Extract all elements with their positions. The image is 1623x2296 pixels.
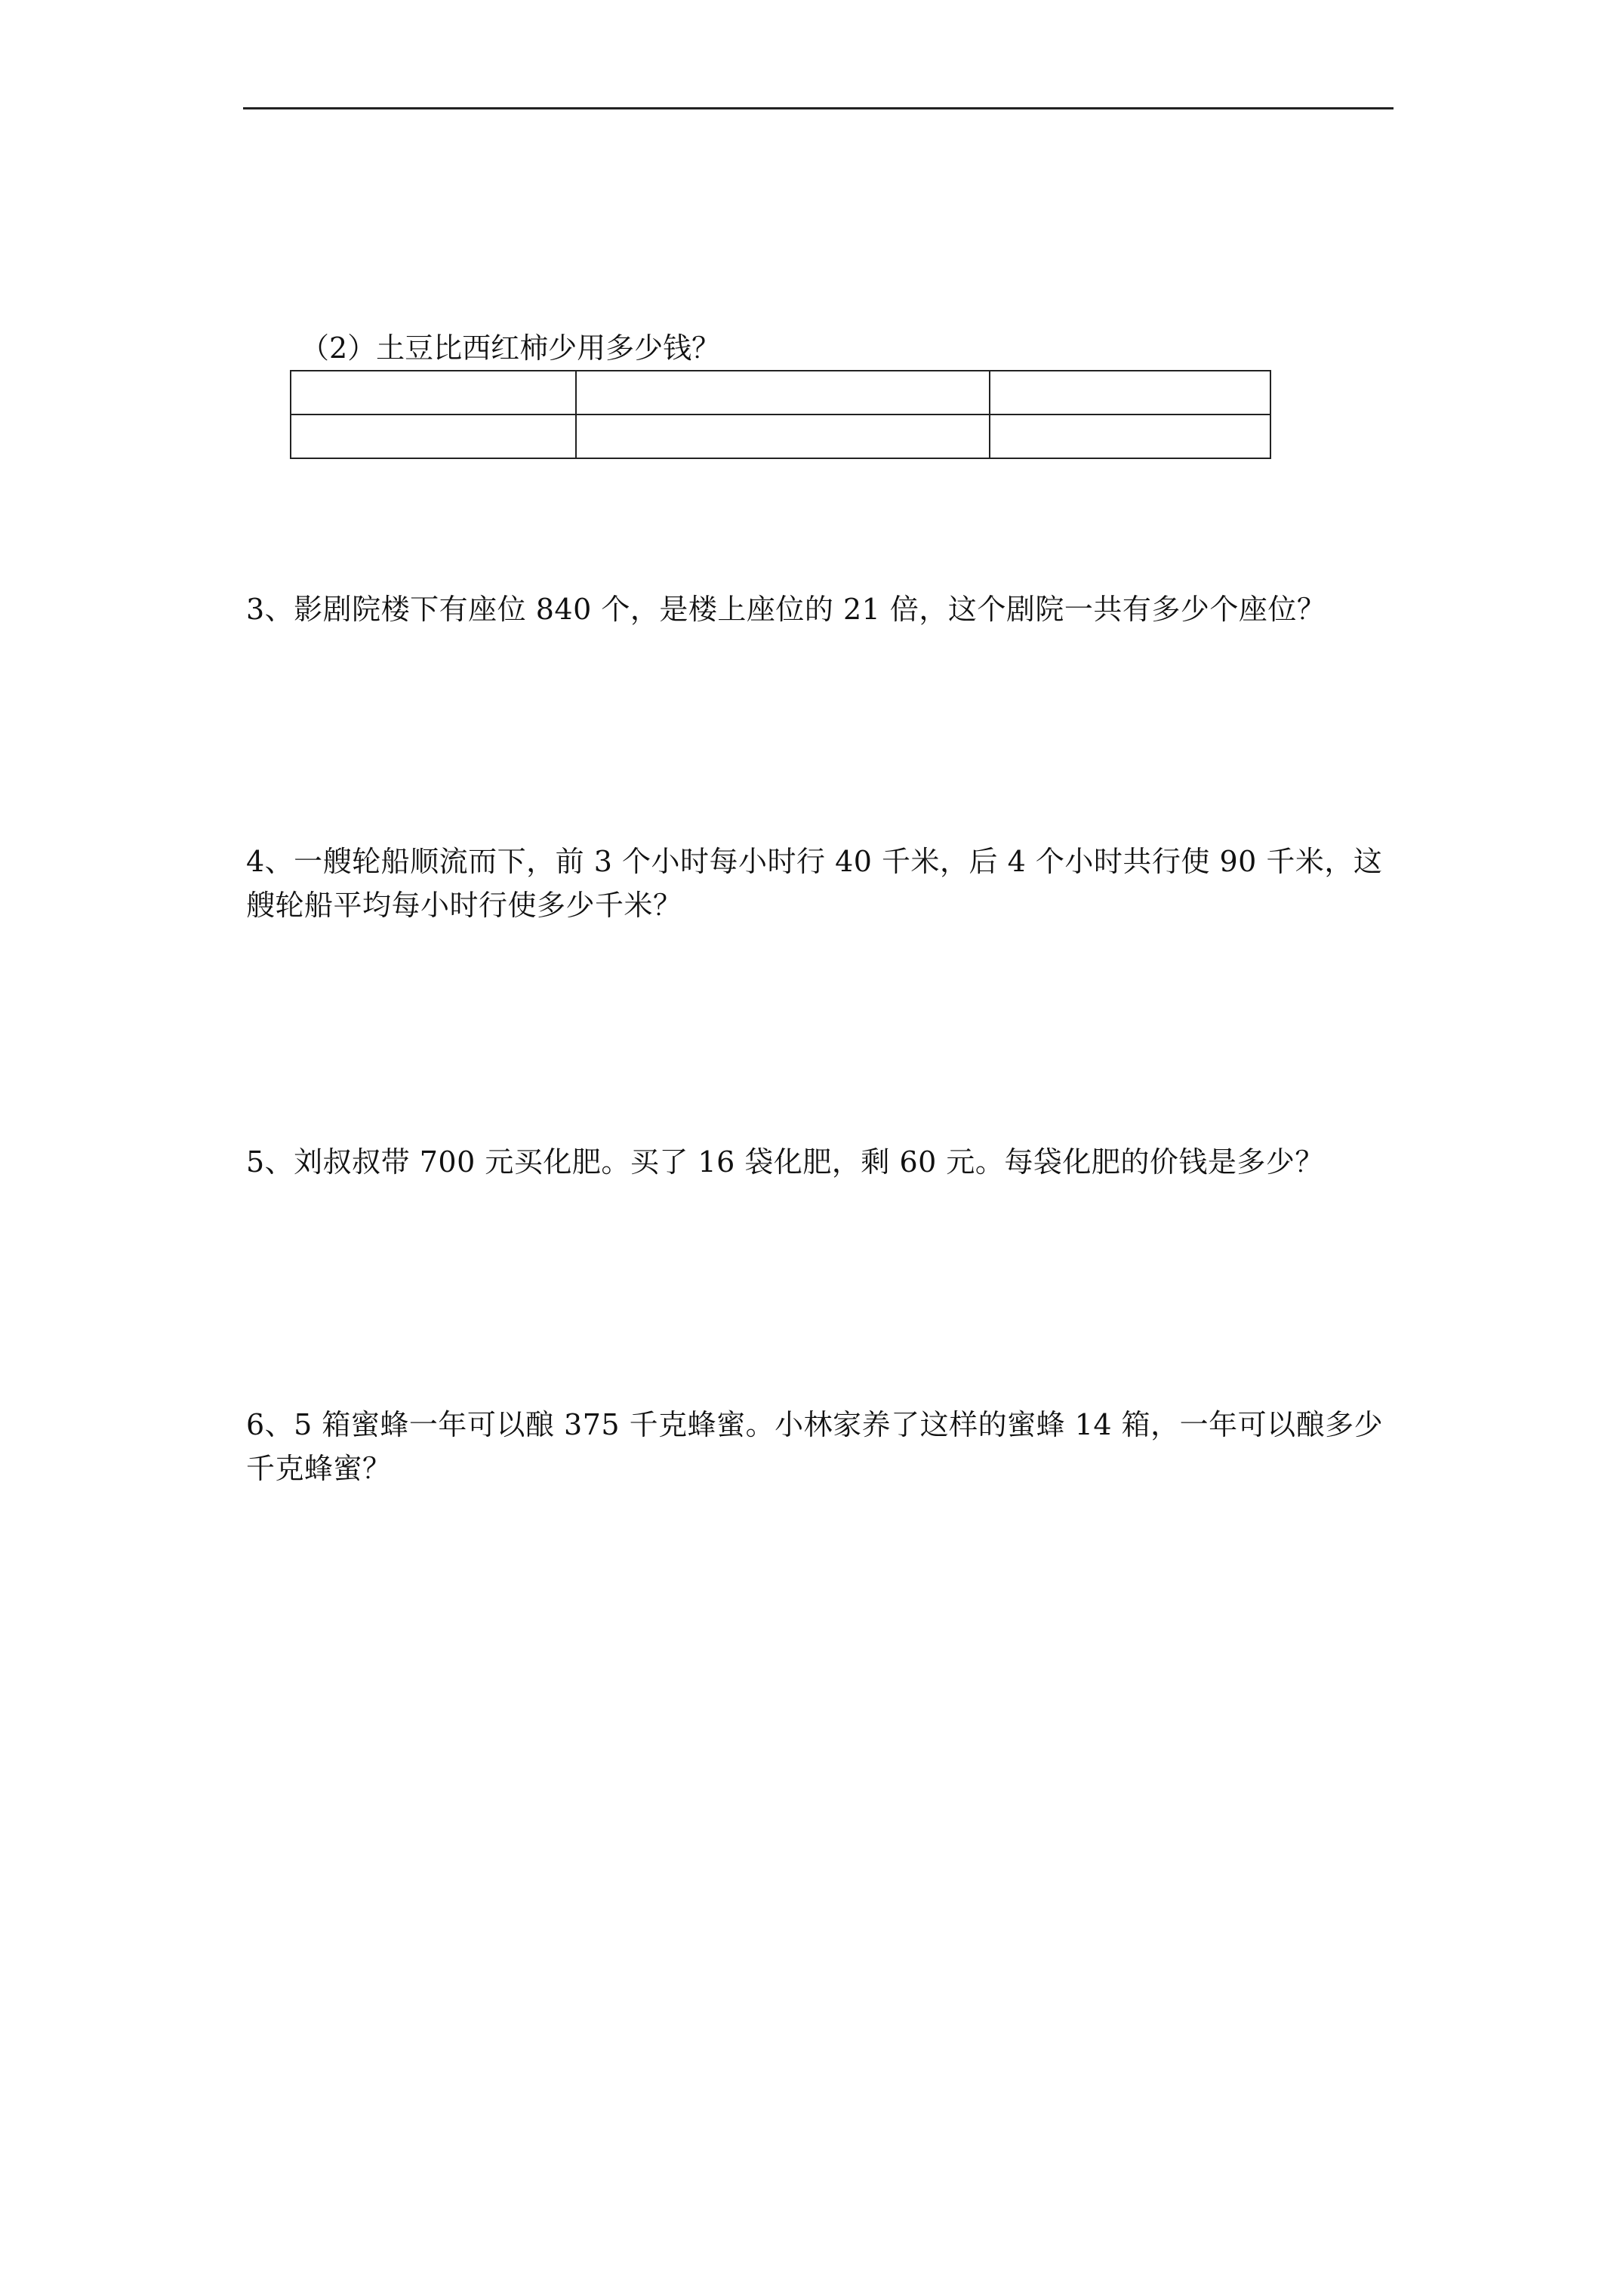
table-row [291,415,1270,458]
question-3: 3、影剧院楼下有座位 840 个，是楼上座位的 21 倍，这个剧院一共有多少个座位？ [246,593,1326,626]
question-4: 4、一艘轮船顺流而下，前 3 个小时每小时行 40 千米，后 4 个小时共行使 90 千米，这艘轮船平均每小时行使多少千米？ [246,845,1383,922]
answer-table [290,370,1271,459]
table-cell[interactable] [990,415,1270,458]
table-cell[interactable] [576,415,990,458]
table-cell[interactable] [576,371,990,415]
table-row [291,371,1270,415]
table-cell[interactable] [291,371,576,415]
table-cell[interactable] [990,371,1270,415]
question-6: 6、5 箱蜜蜂一年可以酿 375 千克蜂蜜。小林家养了这样的蜜蜂 14 箱，一年可以酿多少千克蜂蜜？ [246,1408,1384,1485]
header-rule [243,107,1394,109]
table-cell[interactable] [291,415,576,458]
sub-question-2: （2）土豆比西红柿少用多少钱？ [300,331,721,365]
question-5: 5、刘叔叔带 700 元买化肥。买了 16 袋化肥，剩 60 元。每袋化肥的价钱是多少？ [246,1145,1324,1179]
